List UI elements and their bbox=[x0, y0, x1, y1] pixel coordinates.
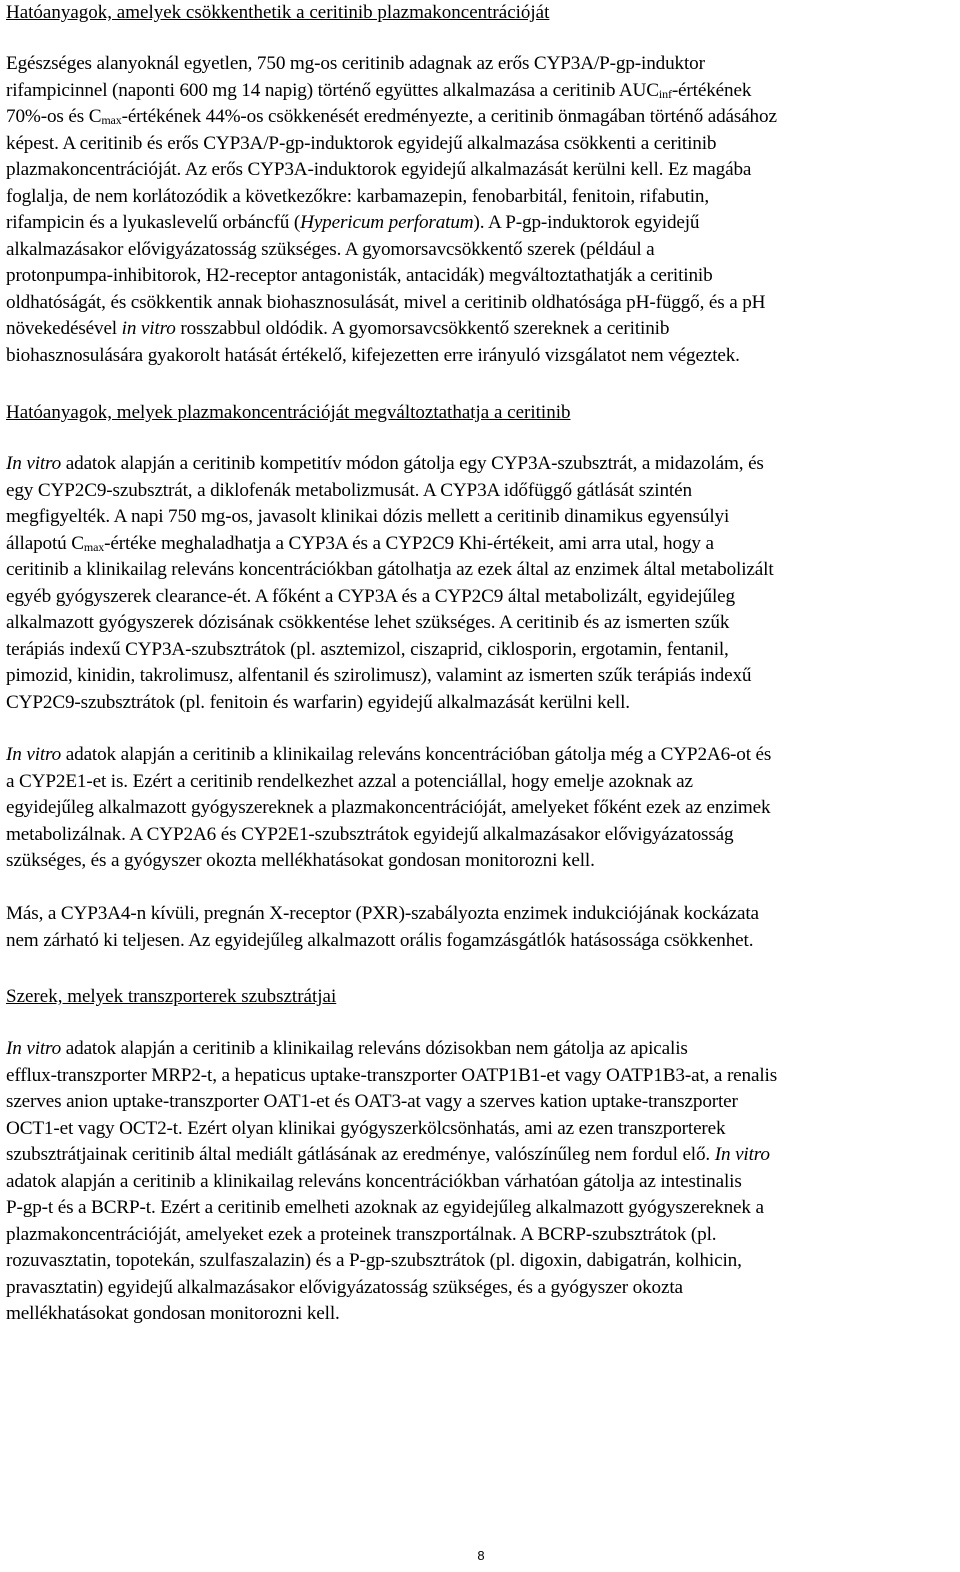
paragraph-cyp-inhibition bbox=[6, 451, 774, 716]
text-line: szerves anion uptake-transzporter OAT1-et és OAT3-at vagy a szerves kation uptake-transzporter bbox=[6, 1091, 738, 1112]
text-line: adatok alapján a ceritinib a klinikailag releváns koncentrációkban várhatóan gátolja az intestinalis bbox=[6, 1170, 742, 1192]
text-line: ceritinib a klinikailag releváns koncentrációkban gátolhatja az ezek által az enzimek által metabolizált bbox=[6, 559, 774, 580]
text-line: efflux-transzporter MRP2-t, a hepaticus uptake-transzporter OATP1B1-et vagy OATP1B3-at, a renalis bbox=[6, 1064, 778, 1086]
text-line: In vitro adatok alapján a ceritinib a klinikailag releváns dózisokban nem gátolja az apicalis bbox=[6, 1038, 688, 1059]
text-line: In vitro adatok alapján a ceritinib a klinikailag releváns koncentrációban gátolja még a CYP2A6-ot és bbox=[6, 744, 772, 765]
text-line: protonpumpa-inhibitorok, H2-receptor antagonisták, antacidák) megváltoztathatják a ceritinib bbox=[6, 265, 713, 286]
paragraph-pxr-induction bbox=[6, 901, 759, 954]
section-heading-affected-agents: Hatóanyagok, melyek plazmakoncentrációját megváltoztathatja a ceritinib bbox=[6, 402, 571, 423]
text-line: pravasztatin) egyidejű alkalmazásakor elővigyázatosság szükséges, és a gyógyszer okozta bbox=[6, 1276, 683, 1298]
text-line: alkalmazott gyógyszerek dózisának csökkentése lehet szükséges. A ceritinib és az ismerten szűk bbox=[6, 612, 730, 633]
text-line: egyidejűleg alkalmazott gyógyszereknek a plazmakoncentrációját, amelyeket főként ezek az enzimek bbox=[6, 797, 771, 818]
text-line: rifampicin és a lyukaslevelű orbáncfű (Hypericum perforatum). A P-gp-induktorok egyidejű bbox=[6, 212, 700, 233]
paragraph-cyp2a6-cyp2e1 bbox=[6, 742, 771, 875]
section-heading-transporter-substrates: Szerek, melyek transzporterek szubsztrátjai bbox=[6, 986, 337, 1007]
text-line: metabolizálnak. A CYP2A6 és CYP2E1-szubsztrátok egyidejű alkalmazásakor elővigyázatosság bbox=[6, 823, 734, 845]
text-line: egyéb gyógyszerek clearance-ét. A főként a CYP3A és a CYP2C9 által metabolizált, egyidejűleg bbox=[6, 585, 735, 607]
text-line: plazmakoncentrációját. Az erős CYP3A-induktorok egyidejű alkalmazását kerülni kell. Ez magába bbox=[6, 159, 752, 180]
text-line: képest. A ceritinib és erős CYP3A/P-gp-induktorok egyidejű alkalmazása csökkenti a ceritinib bbox=[6, 132, 717, 154]
page-number: 8 bbox=[477, 1548, 485, 1563]
text-line: a CYP2E1-et is. Ezért a ceritinib rendelkezhet azzal a potenciállal, hogy emelje azoknak az bbox=[6, 770, 693, 792]
text-line: In vitro adatok alapján a ceritinib kompetitív módon gátolja egy CYP3A-szubsztrát, a midazolám, és bbox=[6, 453, 764, 474]
text-line: oldhatóságát, és csökkentik annak biohasznosulását, mivel a ceritinib oldhatósága pH-függő, és a pH bbox=[6, 291, 766, 313]
text-line: mellékhatásokat gondosan monitorozni kell. bbox=[6, 1303, 340, 1324]
text-line: biohasznosulására gyakorolt hatását értékelő, kifejezetten erre irányuló vizsgálatot nem végeztek. bbox=[6, 344, 740, 366]
text-line: pimozid, kinidin, takrolimusz, alfentanil és szirolimusz), valamint az ismerten szűk terápiás indexű bbox=[6, 665, 752, 686]
text-line: plazmakoncentrációját, amelyeket ezek a proteinek transzportálnak. A BCRP-szubsztrátok (pl. bbox=[6, 1223, 717, 1245]
text-line: Egészséges alanyoknál egyetlen, 750 mg-os ceritinib adagnak az erős CYP3A/P-gp-induktor bbox=[6, 53, 705, 74]
text-line: OCT1-et vagy OCT2-t. Ezért olyan klinikai gyógyszerkölcsönhatás, ami az ezen transzporterek bbox=[6, 1117, 726, 1139]
text-line: állapotú $C_{max}$-értéke meghaladhatja a CYP3A és a CYP2C9 Khi-értékeit, ami arra utal, hogy a bbox=[6, 532, 714, 554]
text-line: nem zárható ki teljesen. Az egyidejűleg alkalmazott orális fogamzásgátlók hatásossága csökkenhet. bbox=[6, 929, 754, 951]
text-line: Más, a CYP3A4-n kívüli, pregnán X-receptor (PXR)-szabályozta enzimek indukciójának kockázata bbox=[6, 903, 759, 924]
text-line: egy CYP2C9-szubsztrát, a diklofenák metabolizmusát. A CYP3A időfüggő gátlását szintén bbox=[6, 479, 692, 501]
text-line: rozuvasztatin, topotekán, szulfaszalazin) és a P-gp-szubsztrátok (pl. digoxin, dabigatrán, kolhicin, bbox=[6, 1250, 742, 1271]
section-heading-decreasing-agents: Hatóanyagok, amelyek csökkenthetik a ceritinib plazmakoncentrációját bbox=[6, 2, 550, 23]
text-line: terápiás indexű CYP3A-szubsztrátok (pl. asztemizol, ciszaprid, ciklosporin, ergotamin, fentanil, bbox=[6, 638, 729, 660]
text-line: megfigyelték. A napi 750 mg-os, javasolt klinikai dózis mellett a ceritinib dinamikus egyensúlyi bbox=[6, 506, 730, 527]
paragraph-decreasing-agents bbox=[6, 51, 777, 369]
text-line: szükséges, és a gyógyszer okozta mellékhatásokat gondosan monitorozni kell. bbox=[6, 850, 595, 871]
text-line: alkalmazásakor elővigyázatosság szükséges. A gyomorsavcsökkentő szerek (például a bbox=[6, 238, 655, 260]
text-line: növekedésével in vitro rosszabbul oldódik. A gyomorsavcsökkentő szereknek a ceritinib bbox=[6, 318, 670, 339]
text-line: CYP2C9-szubsztrátok (pl. fenitoin és warfarin) egyidejű alkalmazását kerülni kell. bbox=[6, 691, 630, 713]
text-line: foglalja, de nem korlátozódik a következőkre: karbamazepin, fenobarbitál, fenitoin, rifabutin, bbox=[6, 185, 710, 207]
text-line: P-gp-t és a BCRP-t. Ezért a ceritinib emelheti azoknak az egyidejűleg alkalmazott gyógyszereknek a bbox=[6, 1197, 764, 1218]
paragraph-transporters bbox=[6, 1036, 777, 1328]
text-line: rifampicinnel (naponti 600 mg 14 napig) történő együttes alkalmazása a ceritinib $AUC_{inf}$-értékének bbox=[6, 79, 752, 101]
text-line: 70%-os és $C_{max}$-értékének 44%-os csökkenését eredményezte, a ceritinib önmagában történő adásához bbox=[6, 106, 777, 127]
text-line: szubsztrátjainak ceritinib által mediált gátlásának az eredménye, valószínűleg nem fordul elő. In vitro bbox=[6, 1144, 770, 1165]
